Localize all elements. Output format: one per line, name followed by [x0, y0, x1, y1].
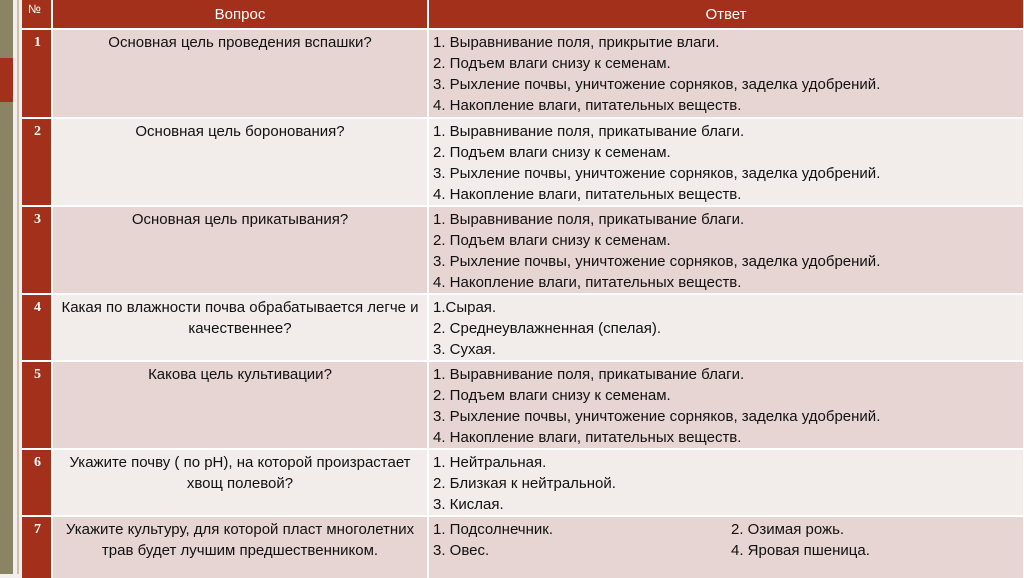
- question-cell: Основная цель прикатывания?: [52, 206, 428, 294]
- answer-cell: [428, 294, 1024, 361]
- answer-option: 4. Накопление влаги, питательных веществ.: [433, 186, 742, 203]
- left-decor-line: [17, 0, 19, 574]
- table-row: [22, 516, 1024, 578]
- question-cell: Укажите почву ( по рН), на которой произрастает хвощ полевой?: [52, 449, 428, 516]
- table-row: [22, 206, 1024, 294]
- header-question: Вопрос: [52, 0, 428, 29]
- quiz-table: [22, 0, 1024, 578]
- answer-cell: [428, 206, 1024, 294]
- answer-option: 1. Подсолнечник.: [433, 521, 553, 538]
- answer-cell: [428, 516, 1024, 578]
- row-number: 4: [22, 294, 52, 361]
- answer-option: 2. Среднеувлажненная (спелая).: [433, 320, 661, 337]
- header-num: №: [22, 0, 52, 29]
- answer-cell: [428, 29, 1024, 118]
- table-row: [22, 29, 1024, 118]
- header-row: [22, 0, 1024, 29]
- answer-option: 1. Нейтральная.: [433, 454, 547, 471]
- answer-option: 3. Кислая.: [433, 496, 504, 513]
- answer-cell: [428, 118, 1024, 206]
- answer-option: 2. Озимая рожь.: [731, 521, 845, 538]
- answer-option: 1. Выравнивание поля, прикатывание благи.: [433, 211, 745, 228]
- answer-pair: [433, 540, 1019, 561]
- answer-option: 2. Подъем влаги снизу к семенам.: [433, 55, 671, 72]
- answer-option: 4. Накопление влаги, питательных веществ.: [433, 274, 742, 291]
- answer-option: 1. Выравнивание поля, прикатывание благи.: [433, 123, 745, 140]
- question-cell: Какова цель культивации?: [52, 361, 428, 449]
- question-cell: Основная цель проведения вспашки?: [52, 29, 428, 118]
- row-number: 5: [22, 361, 52, 449]
- header-answer: Ответ: [428, 0, 1024, 29]
- answer-option: 4. Яровая пшеница.: [731, 542, 870, 559]
- row-number: 1: [22, 29, 52, 118]
- question-cell: Укажите культуру, для которой пласт многолетних трав будет лучшим предшественником.: [52, 516, 428, 578]
- answer-option: 2. Подъем влаги снизу к семенам.: [433, 144, 671, 161]
- answer-option: 3. Рыхление почвы, уничтожение сорняков, заделка удобрений.: [433, 165, 881, 182]
- answer-option: 3. Рыхление почвы, уничтожение сорняков, заделка удобрений.: [433, 76, 881, 93]
- answer-option: 1. Выравнивание поля, прикатывание благи.: [433, 366, 745, 383]
- answer-option: 2. Подъем влаги снизу к семенам.: [433, 232, 671, 249]
- row-number: 7: [22, 516, 52, 578]
- answer-pair: [433, 519, 1019, 540]
- answer-option: 3. Овес.: [433, 542, 490, 559]
- table-row: [22, 449, 1024, 516]
- answer-option: 1.Сырая.: [433, 299, 497, 316]
- row-number: 3: [22, 206, 52, 294]
- table-row: [22, 294, 1024, 361]
- answer-option: 2. Подъем влаги снизу к семенам.: [433, 387, 671, 404]
- question-cell: Какая по влажности почва обрабатывается легче и качественнее?: [52, 294, 428, 361]
- row-number: 2: [22, 118, 52, 206]
- left-accent-block: [0, 58, 13, 102]
- answer-option: 2. Близкая к нейтральной.: [433, 475, 616, 492]
- answer-cell: [428, 449, 1024, 516]
- answer-option: 4. Накопление влаги, питательных веществ.: [433, 97, 742, 114]
- answer-option: 1. Выравнивание поля, прикрытие влаги.: [433, 34, 720, 51]
- answer-cell: [428, 361, 1024, 449]
- answer-option: 3. Рыхление почвы, уничтожение сорняков, заделка удобрений.: [433, 408, 881, 425]
- answer-option: 3. Рыхление почвы, уничтожение сорняков, заделка удобрений.: [433, 253, 881, 270]
- answer-option: 4. Накопление влаги, питательных веществ.: [433, 429, 742, 446]
- answer-option: 3. Сухая.: [433, 341, 496, 358]
- table-row: [22, 361, 1024, 449]
- row-number: 6: [22, 449, 52, 516]
- table-row: [22, 118, 1024, 206]
- question-cell: Основная цель боронования?: [52, 118, 428, 206]
